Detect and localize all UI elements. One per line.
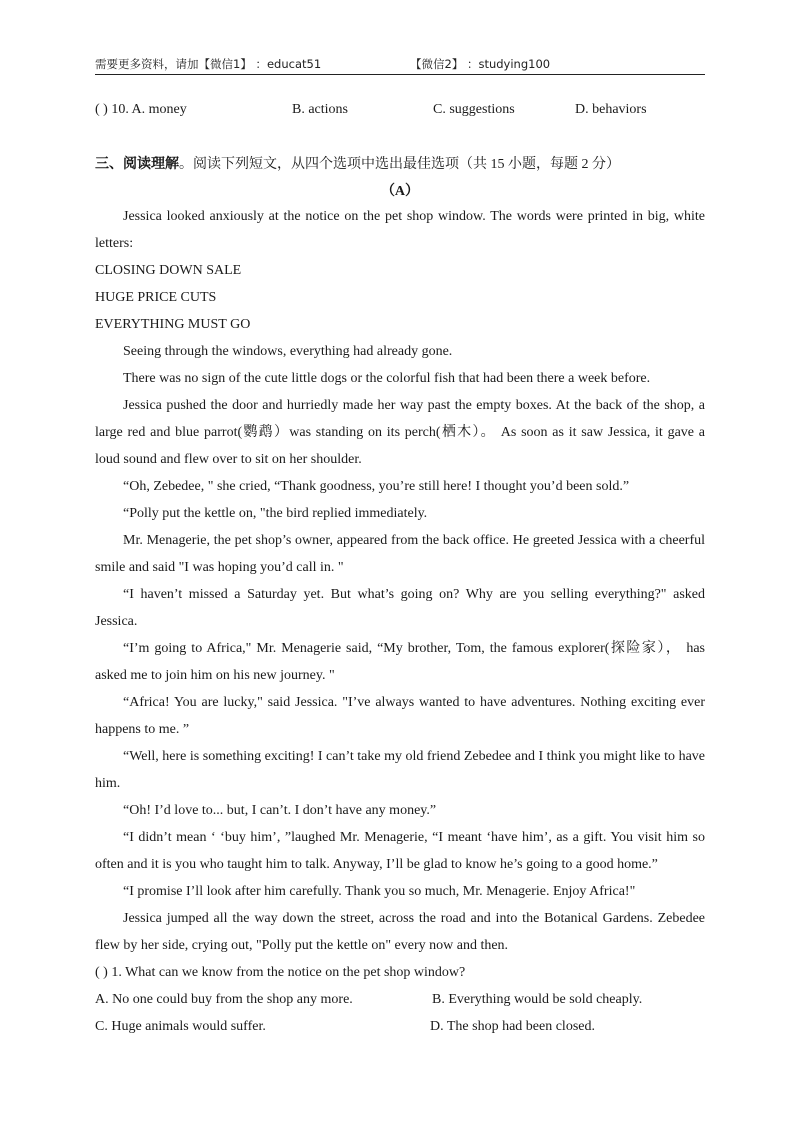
q10-option-c: C. suggestions [433,102,515,117]
passage-line: “I didn’t mean ‘ ‘buy him’, ”laughed Mr. Menagerie, “I meant ‘have him’, as a gift. You visit him so [123,830,705,845]
q10-option-a: ( ) 10. A. money [95,102,187,117]
section-heading-instructions: 。阅读下列短文，从四个选项中选出最佳选项（共 15 小题，每题 2 分） [179,157,620,172]
passage-line: “I’m going to Africa," Mr. Menagerie said, “My brother, Tom, the famous explorer(探险家）， has [123,641,705,656]
passage-line: “Oh, Zebedee, " she cried, “Thank goodness, you’re still here! I thought you’d been sold.” [123,479,630,494]
passage-line: “I haven’t missed a Saturday yet. But what’s going on? Why are you selling everything?" asked [123,587,705,602]
passage-line: flew by her side, crying out, "Polly put the kettle on" every now and then. [95,938,509,953]
passage-line: loud sound and flew over to sit on her shoulder. [95,452,362,467]
passage-line: Jessica looked anxiously at the notice on the pet shop window. The words were printed in big, white [123,209,705,224]
passage-line: smile and said "I was hoping you’d call in. " [95,560,344,575]
notice-line: HUGE PRICE CUTS [95,290,217,305]
header-contact-2: 【微信2】 ：studying100 [410,57,551,71]
section-heading [95,153,620,173]
passage-line: There was no sign of the cute little dogs or the colorful fish that had been there a week before. [123,371,651,386]
passage-line: “I promise I’ll look after him carefully. Thank you so much, Mr. Menagerie. Enjoy Africa!" [123,884,636,899]
header-divider [95,74,705,75]
q10-option-d: D. behaviors [575,102,647,117]
passage-line: “Polly put the kettle on, "the bird replied immediately. [123,506,428,521]
q1-option-c: C. Huge animals would suffer. [95,1019,266,1034]
passage-line: happens to me. ” [95,722,190,737]
passage-line: “Well, here is something exciting! I can’t take my old friend Zebedee and I think you might like to have [123,749,705,764]
passage-line: “Oh! I’d love to... but, I can’t. I don’t have any money.” [123,803,437,818]
q1-option-d: D. The shop had been closed. [430,1019,595,1034]
notice-line: EVERYTHING MUST GO [95,317,251,332]
notice-line: CLOSING DOWN SALE [95,263,242,278]
section-heading-bold: 三、阅读理解 [95,157,179,172]
passage-line: Jessica jumped all the way down the street, across the road and into the Botanical Gardens. Zebedee [123,911,705,926]
q1-option-b: B. Everything would be sold cheaply. [432,992,643,1007]
q10-option-b: B. actions [292,102,348,117]
passage-line: asked me to join him on his new journey. " [95,668,335,683]
passage-label: （A） [380,184,420,199]
q1-stem: ( ) 1. What can we know from the notice on the pet shop window? [95,965,466,980]
passage-line: Seeing through the windows, everything had already gone. [123,344,453,359]
passage-line: often and it is you who taught him to talk. Anyway, I’ll be glad to know he’s going to a good home.” [95,857,658,872]
passage-line: Mr. Menagerie, the pet shop’s owner, appeared from the back office. He greeted Jessica with a cheerful [123,533,705,548]
header-contact-1: 需要更多资料，请加【微信1】 ：educat51 [95,57,322,71]
passage-line: large red and blue parrot(鹦鹉）was standing on its perch(栖木）。 As soon as it saw Jessica, it gave a [95,425,705,440]
passage-line: “Africa! You are lucky," said Jessica. "I’ve always wanted to have adventures. Nothing exciting ever [123,695,705,710]
passage-line: Jessica pushed the door and hurriedly made her way past the empty boxes. At the back of the shop, a [123,398,705,413]
passage-line: Jessica. [95,614,138,629]
passage-line: him. [95,776,121,791]
passage-line: letters: [95,236,134,251]
q1-option-a: A. No one could buy from the shop any more. [95,992,353,1007]
page-header [95,56,705,76]
